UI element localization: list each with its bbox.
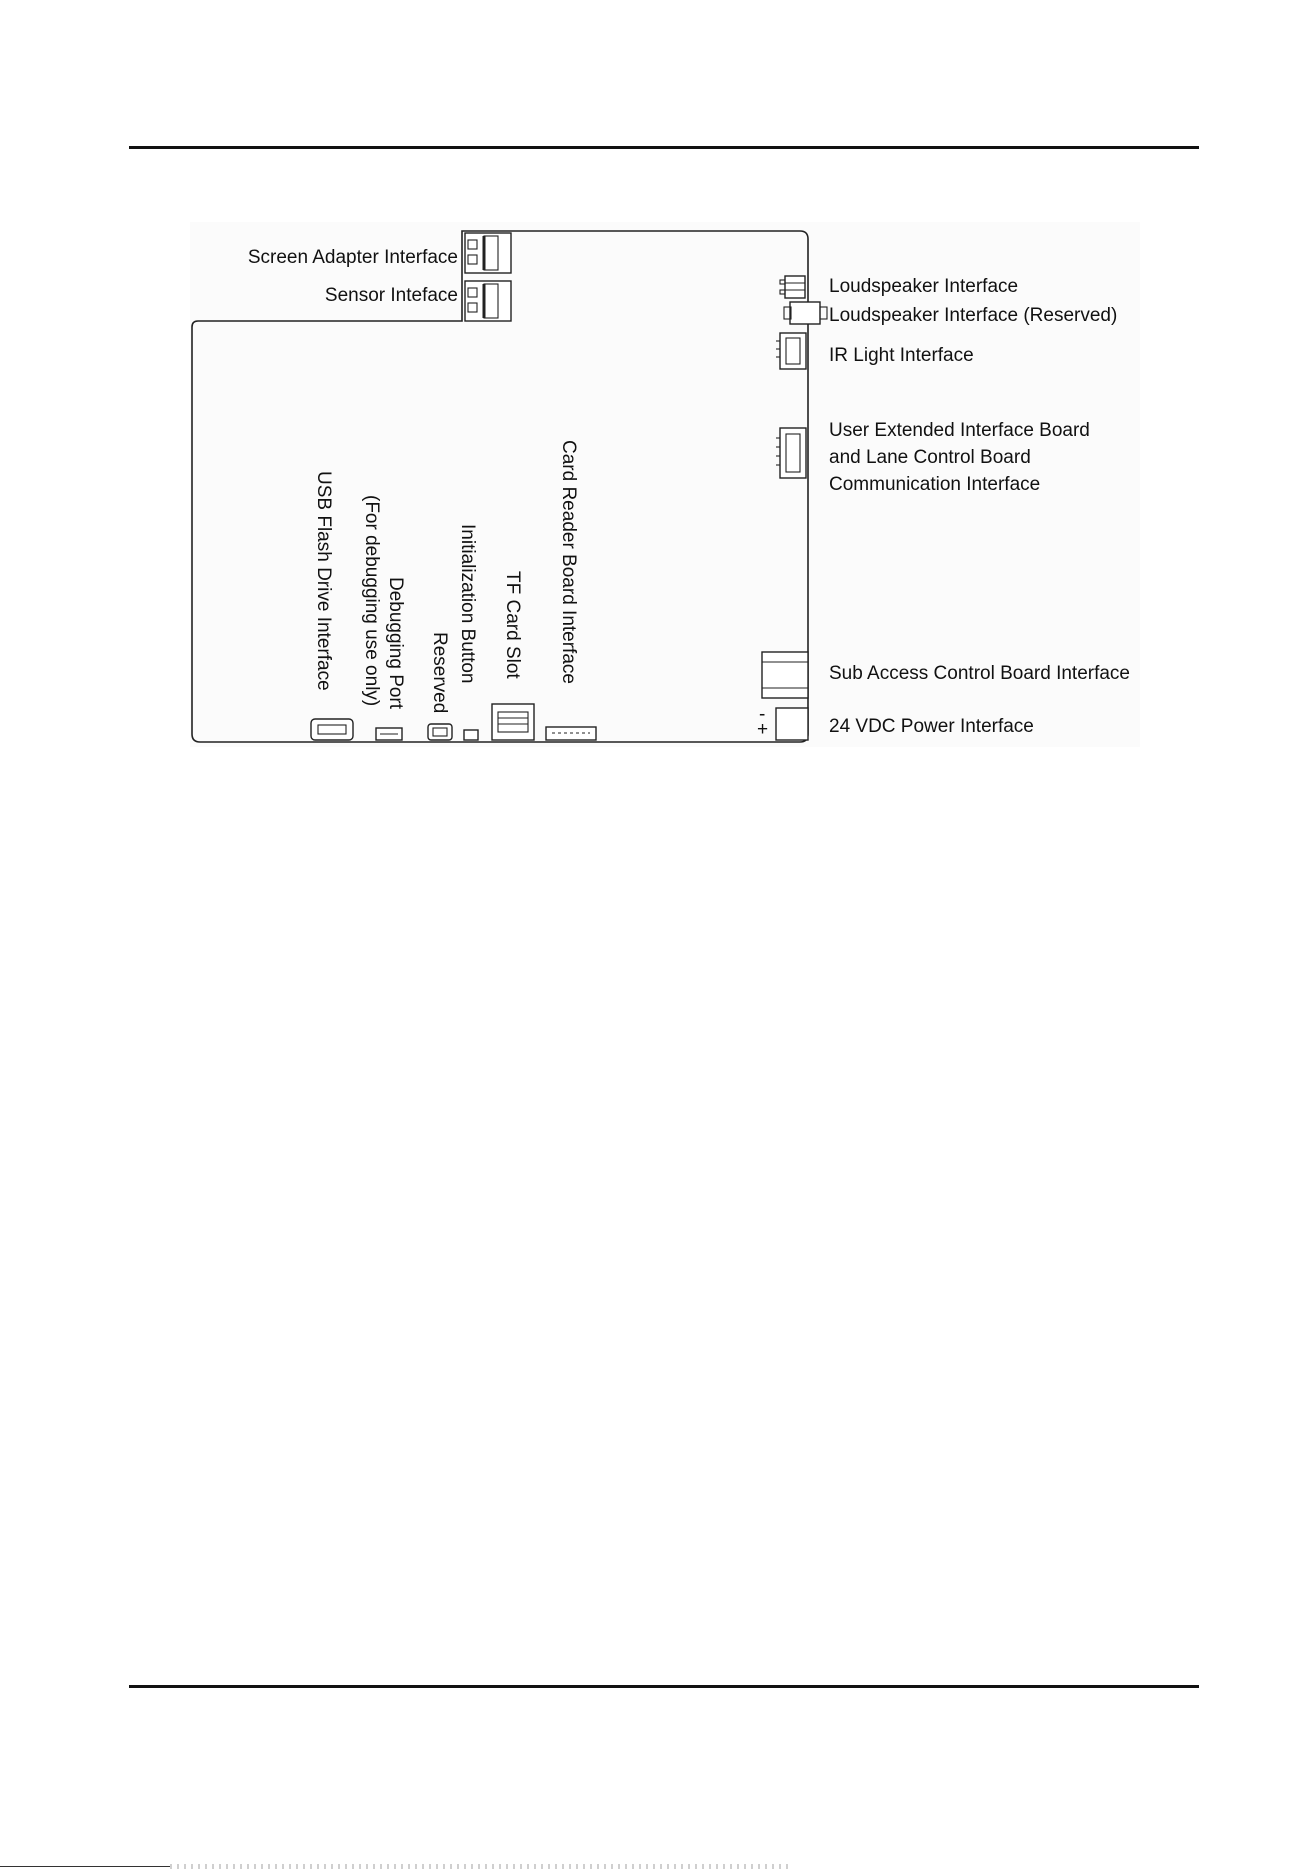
label-plus: + <box>757 719 769 740</box>
footer-edge-line <box>0 1866 170 1867</box>
label-screen-adapter: Screen Adapter Interface <box>247 247 458 268</box>
initialization-button <box>464 730 478 740</box>
sensor-connector <box>465 281 511 321</box>
label-initialization-button: Initialization Button <box>457 524 478 684</box>
loudspeaker-reserved-connector <box>784 302 827 324</box>
ir-light-connector <box>776 333 806 369</box>
label-minus: - <box>759 704 766 725</box>
label-user-extended-1: User Extended Interface Board <box>829 420 1090 441</box>
label-card-reader: Card Reader Board Interface <box>558 440 579 684</box>
sub-access-connector <box>762 652 808 698</box>
label-user-extended-3: Communication Interface <box>829 474 1041 495</box>
label-sensor: Sensor Inteface <box>324 285 458 306</box>
tf-card-slot-connector <box>492 704 534 740</box>
label-sub-access: Sub Access Control Board Interface <box>829 663 1130 684</box>
user-extended-connector <box>776 428 806 478</box>
label-loudspeaker-reserved: Loudspeaker Interface (Reserved) <box>829 305 1118 326</box>
footer-scan-artifact <box>170 1864 790 1869</box>
label-usb: USB Flash Drive Interface <box>313 471 334 691</box>
card-reader-connector <box>546 727 596 740</box>
screen-adapter-connector <box>465 233 511 273</box>
power-connector <box>776 708 808 740</box>
label-debugging-port-1: Debugging Port <box>385 577 406 710</box>
footer-rule <box>129 1685 1199 1688</box>
label-loudspeaker: Loudspeaker Interface <box>829 276 1019 297</box>
label-ir-light: IR Light Interface <box>829 345 974 366</box>
label-power: 24 VDC Power Interface <box>829 716 1034 737</box>
label-tf-card: TF Card Slot <box>502 571 523 679</box>
debugging-port-connector <box>376 728 402 740</box>
label-user-extended-2: and Lane Control Board <box>829 447 1031 468</box>
reserved-connector <box>428 724 452 740</box>
label-debugging-port-2: (For debugging use only) <box>361 495 382 707</box>
label-reserved: Reserved <box>429 632 450 714</box>
usb-connector <box>311 719 353 740</box>
